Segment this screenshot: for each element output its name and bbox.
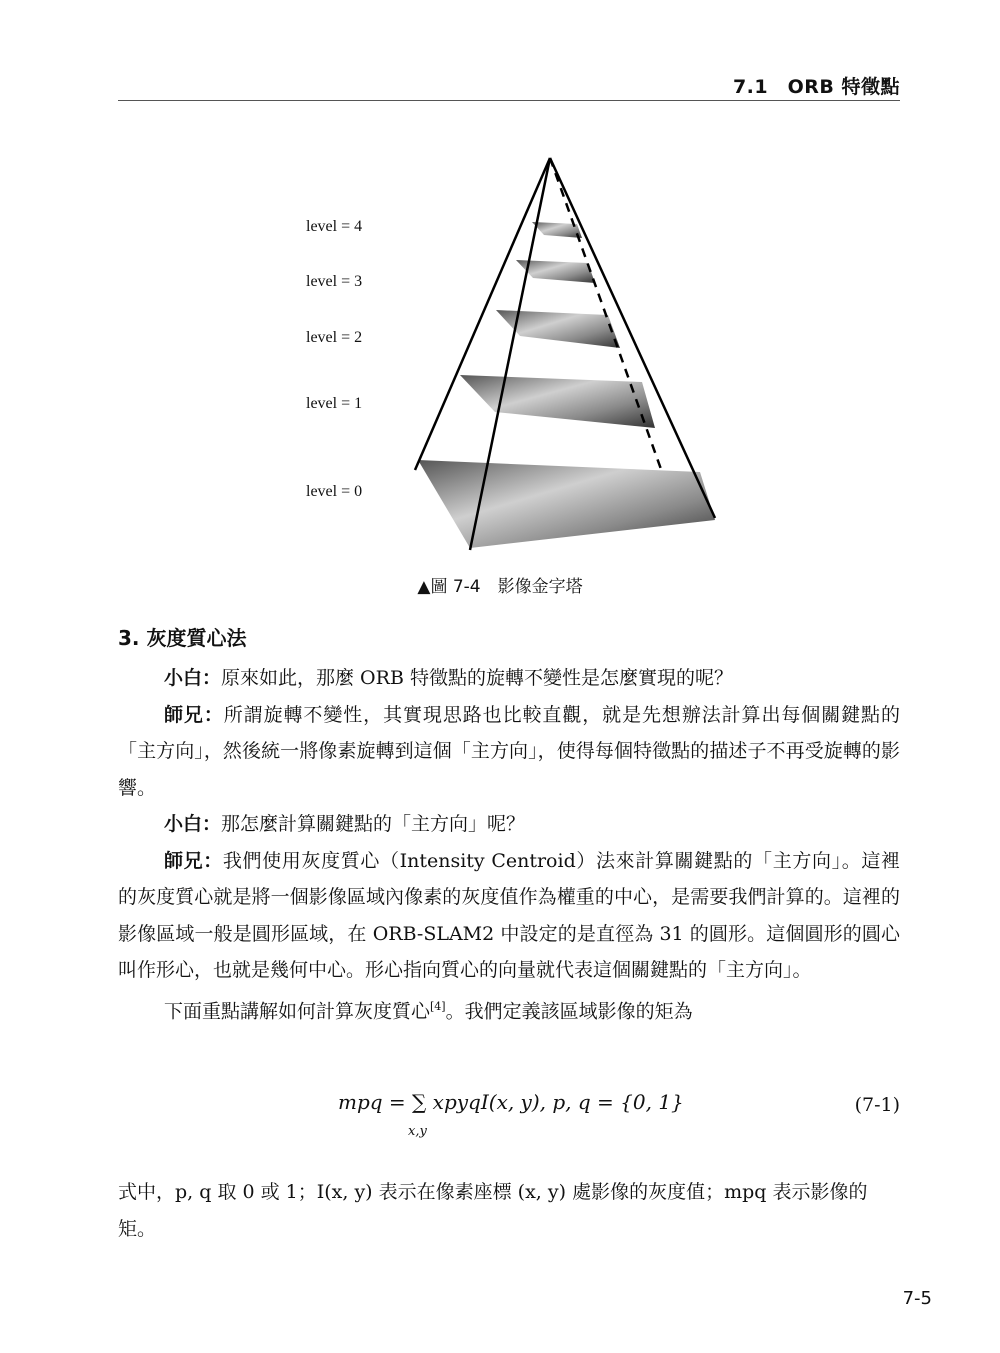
paragraph-text: 式中，p, q 取 0 或 1；I(x, y) 表示在像素座標 (x, y) 處影像的灰度值；mpq 表示影像的矩。 [118,1181,868,1240]
section-heading: 3. 灰度質心法 [118,626,247,650]
pyramid-level-0-image [418,460,715,548]
paragraph-text: 所謂旋轉不變性，其實現思路也比較直觀，就是先想辦法計算出每個關鍵點的「主方向」，然後統一將像素旋轉到這個「主方向」，使得每個特徵點的描述子不再受旋轉的影響。 [118,703,900,799]
speaker-label: 師兄： [164,703,224,726]
level-1-label: level = 1 [306,395,363,412]
body-paragraph [118,989,900,1030]
equation-block [118,1082,900,1152]
level-2-label: level = 2 [306,329,363,346]
dialogue-paragraph [118,843,900,989]
paragraph-text: 那怎麼計算關鍵點的「主方向」呢？ [221,813,526,835]
page-number: 7-5 [902,1288,932,1309]
speaker-label: 小白： [164,667,222,689]
equation-number: (7-1) [854,1094,900,1116]
citation-ref: [4] [430,999,446,1013]
moment-formula: mpq = ∑ xpyqI(x, y), p, q = {0, 1} [338,1090,684,1114]
image-pyramid-figure [290,150,740,560]
explanation-paragraph [118,1174,900,1247]
level-0-label: level = 0 [306,483,363,500]
running-header [118,70,900,101]
dialogue-paragraph [118,660,900,697]
paragraph-text: 原來如此，那麼 ORB 特徵點的旋轉不變性是怎麼實現的呢？ [221,667,733,689]
paragraph-text: 下面重點講解如何計算灰度質心 [164,999,431,1022]
paragraph-tail: 。我們定義該區域影像的矩為 [445,999,693,1022]
sum-subscript: x,y [408,1124,427,1139]
pyramid-level-1-image [460,375,655,428]
dialogue-paragraph [118,697,900,807]
paragraph-text: 我們使用灰度質心（Intensity Centroid）法來計算關鍵點的「主方向」。這裡的灰度質心就是將一個影像區域內像素的灰度值作為權重的中心，是需要我們計算的。這裡的影像區域一般是圓形區域，在 ORB-SLAM2 中設定的是直徑為 31 的圓形。這個圓形的圓心叫作形心，也就是幾何中心。形心指向質心的向量就代表這個關鍵點的「主方向」。 [118,849,900,981]
dialogue-paragraph [118,806,900,843]
body-text [118,660,900,1029]
speaker-label: 師兄： [164,849,223,872]
level-4-label: level = 4 [306,218,363,235]
header-section-title: 7.1 ORB 特徵點 [732,76,900,98]
speaker-label: 小白： [164,813,222,835]
figure-caption: ▲圖 7-4 影像金字塔 [417,577,583,597]
level-3-label: level = 3 [306,273,363,290]
